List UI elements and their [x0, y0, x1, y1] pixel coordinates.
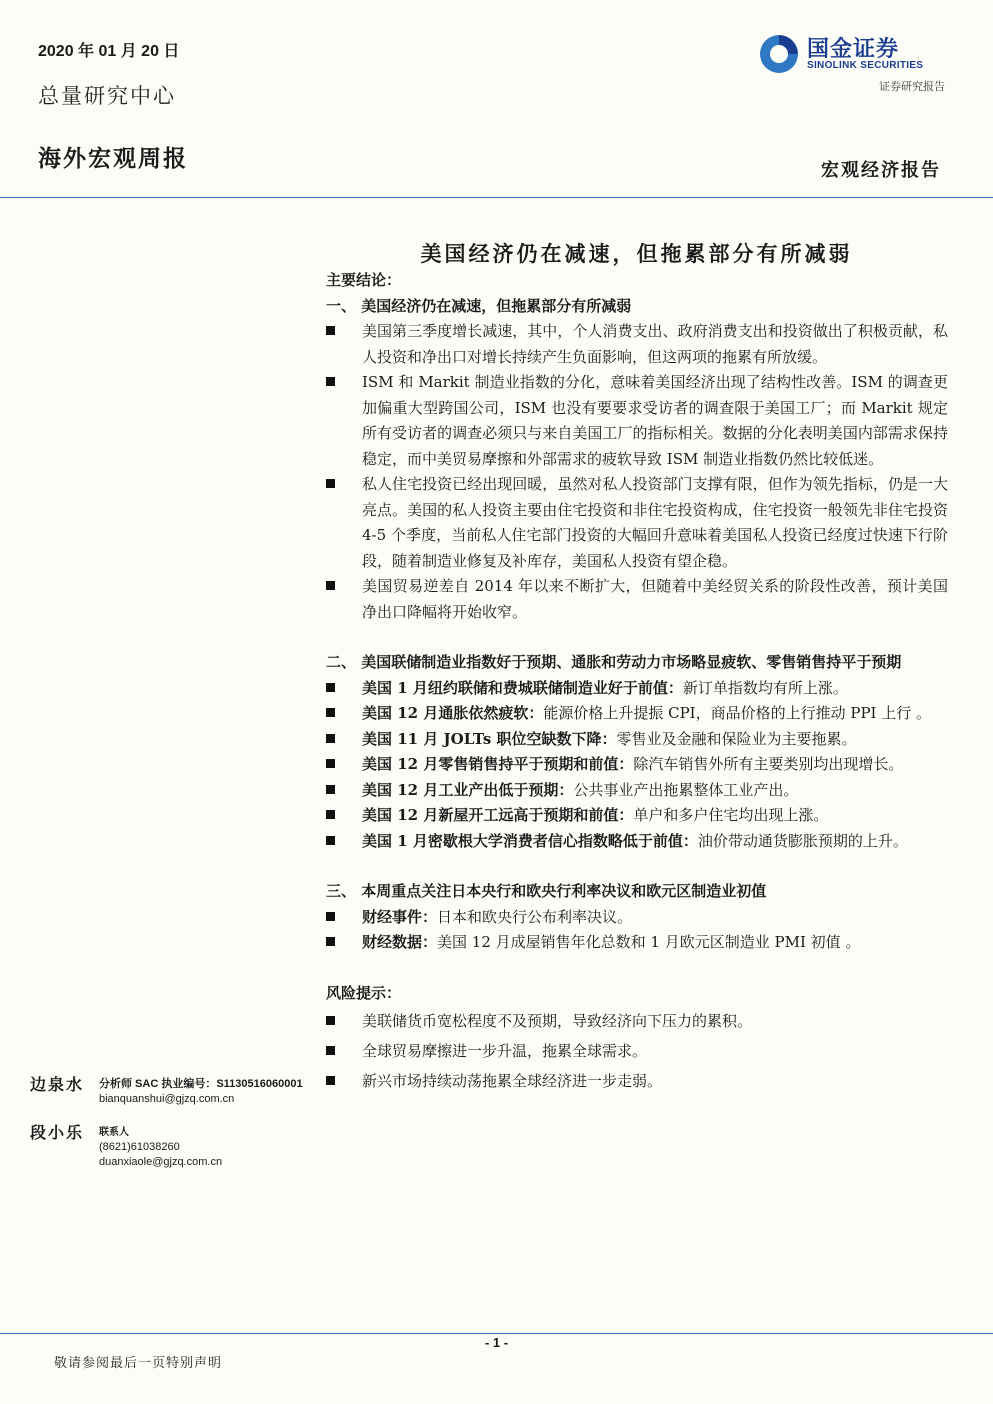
- list-item: 新兴市场持续动荡拖累全球经济进一步走弱。: [326, 1066, 948, 1096]
- section2-list: [326, 676, 948, 855]
- list-item: 美国 1 月密歇根大学消费者信心指数略低于前值：油价带动通货膨胀预期的上升。: [326, 829, 948, 855]
- section3-list: [326, 905, 948, 956]
- list-item: ISM 和 Markit 制造业指数的分化，意味着美国经济出现了结构性改善。ISM 的调查更加偏重大型跨国公司，ISM 也没有要要求受访者的调查限于美国工厂；而 Markit 规定所有受访者的调查必须只与来自美国工厂的指标相关。数据的分化表明美国内部需求保持稳定，而中美贸易摩擦和外部需求的疲软导致 ISM 制造业指数仍然比较低迷。: [326, 370, 948, 472]
- list-item: 美国 11 月 JOLTs 职位空缺数下降：零售业及金融和保险业为主要拖累。: [326, 727, 948, 753]
- report-date: 2020 年 01 月 20 日: [38, 43, 180, 60]
- list-item: 美国 1 月纽约联储和费城联储制造业好于前值：新订单指数均有所上涨。: [326, 676, 948, 702]
- list-item: 美国第三季度增长减速，其中，个人消费支出、政府消费支出和投资做出了积极贡献，私人投资和净出口对增长持续产生负面影响，但这两项的拖累有所放缓。: [326, 319, 948, 370]
- page-number: - 1 -: [484, 1335, 509, 1350]
- series-title: 海外宏观周报: [38, 145, 188, 172]
- report-subtitle: 证券研究报告: [879, 80, 945, 93]
- list-item: 私人住宅投资已经出现回暖，虽然对私人投资部门支撑有限，但作为领先指标，仍是一大亮点。美国的私人投资主要由住宅投资和非住宅投资构成，住宅投资一般领先非住宅投资 4-5 个季度，当前私人住宅部门投资的大幅回升意味着美国私人投资已经度过快速下行阶段，随着制造业修复及补库存，美国私人投资有望企稳。: [326, 472, 948, 574]
- report-title: 美国经济仍在减速，但拖累部分有所减弱: [420, 241, 853, 266]
- square-bullet-icon: [326, 326, 335, 335]
- author-email: duanxiaole@gjzq.com.cn: [99, 1156, 223, 1168]
- square-bullet-icon: [326, 785, 335, 794]
- section2-heading: 二、 美国联储制造业指数好于预期、通胀和劳动力市场略显疲软、零售销售持平于预期: [326, 653, 902, 671]
- square-bullet-icon: [326, 759, 335, 768]
- logo-text-cn: 国金证券: [807, 37, 900, 62]
- list-item: 全球贸易摩擦进一步升温，拖累全球需求。: [326, 1036, 948, 1066]
- logo-icon: [757, 32, 801, 76]
- section1-list: [326, 319, 948, 625]
- header-divider: [0, 197, 993, 198]
- author-info: 联系人 (8621)61038260 duanxiaole@gjzq.com.cn: [99, 1127, 223, 1168]
- square-bullet-icon: [326, 1016, 335, 1025]
- square-bullet-icon: [326, 734, 335, 743]
- square-bullet-icon: [326, 479, 335, 488]
- risk-heading: 风险提示：: [326, 983, 402, 1002]
- author-info: 分析师 SAC 执业编号：S1130516060001 bianquanshui@gjzq.com.cn: [99, 1078, 303, 1105]
- list-item: 财经事件：日本和欧央行公布利率决议。: [326, 905, 948, 931]
- square-bullet-icon: [326, 1076, 335, 1085]
- disclaimer-text: 敬请参阅最后一页特别声明: [54, 1356, 223, 1371]
- author-phone: (8621)61038260: [99, 1141, 180, 1153]
- list-item: 美国 12 月新屋开工远高于预期和前值：单户和多户住宅均出现上涨。: [326, 803, 948, 829]
- square-bullet-icon: [326, 810, 335, 819]
- square-bullet-icon: [326, 912, 335, 921]
- list-item: 美国 12 月工业产出低于预期：公共事业产出拖累整体工业产出。: [326, 778, 948, 804]
- section3-heading: 三、 本周重点关注日本央行和欧央行利率决议和欧元区制造业初值: [326, 882, 767, 900]
- square-bullet-icon: [326, 683, 335, 692]
- author-name: 边泉水: [30, 1075, 85, 1094]
- list-item: 财经数据：美国 12 月成屋销售年化总数和 1 月欧元区制造业 PMI 初值 。: [326, 930, 948, 956]
- company-logo: [757, 30, 947, 80]
- list-item: 美国 12 月零售销售持平于预期和前值：除汽车销售外所有主要类别均出现增长。: [326, 752, 948, 778]
- square-bullet-icon: [326, 708, 335, 717]
- square-bullet-icon: [326, 937, 335, 946]
- list-item: 美联储货币宽松程度不及预期，导致经济向下压力的累积。: [326, 1006, 948, 1036]
- square-bullet-icon: [326, 377, 335, 386]
- list-item: 美国 12 月通胀依然疲软：能源价格上升提振 CPI，商品价格的上行推动 PPI 上行 。: [326, 701, 948, 727]
- square-bullet-icon: [326, 836, 335, 845]
- square-bullet-icon: [326, 1046, 335, 1055]
- logo-text-en: SINOLINK SECURITIES: [807, 60, 924, 71]
- main-content: [326, 268, 948, 1096]
- report-type: 宏观经济报告: [821, 160, 941, 181]
- conclusion-label: 主要结论：: [326, 271, 402, 289]
- department-name: 总量研究中心: [38, 84, 176, 108]
- list-item: 美国贸易逆差自 2014 年以来不断扩大，但随着中美经贸关系的阶段性改善，预计美国净出口降幅将开始收窄。: [326, 574, 948, 625]
- author-name: 段小乐: [30, 1123, 85, 1142]
- author-email: bianquanshui@gjzq.com.cn: [99, 1093, 235, 1105]
- section1-heading: 一、 美国经济仍在减速，但拖累部分有所减弱: [326, 296, 632, 315]
- square-bullet-icon: [326, 581, 335, 590]
- risk-list: [326, 1006, 948, 1096]
- footer-divider: [0, 1333, 993, 1334]
